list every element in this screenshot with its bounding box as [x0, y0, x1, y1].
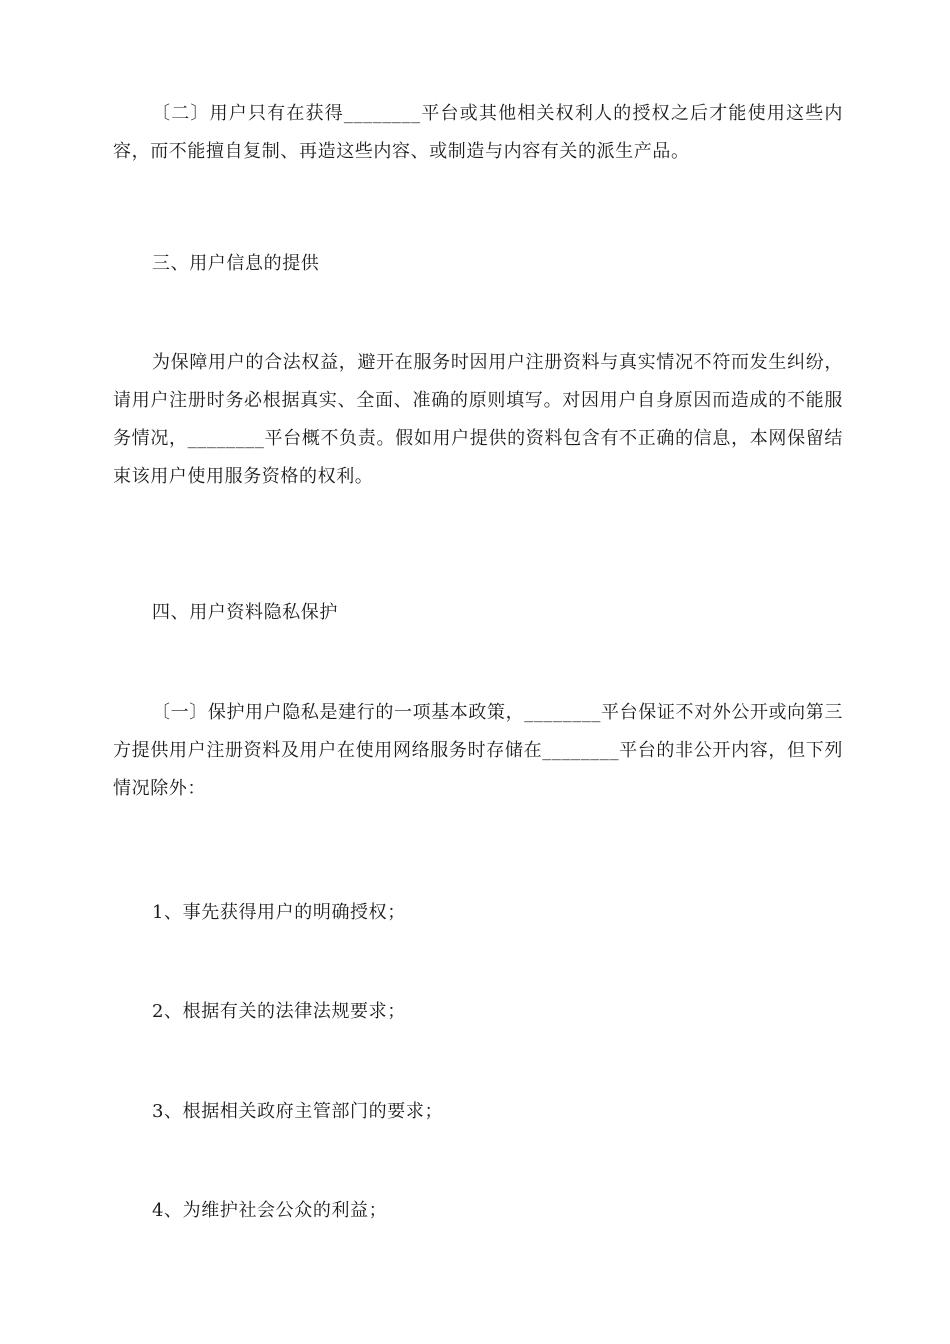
- list-item-3: 3、根据相关政府主管部门的要求；: [152, 1101, 444, 1122]
- paragraph-section-2-item-2: 〔二〕用户只有在获得________平台或其他相关权利人的授权之后才能使用这些内容，而不能擅自复制、再造这些内容、或制造与内容有关的派生产品。: [113, 103, 843, 162]
- list-item-1: 1、事先获得用户的明确授权；: [152, 902, 406, 923]
- section-heading-4: 四、用户资料隐私保护: [152, 602, 338, 623]
- section-heading-3: 三、用户信息的提供: [152, 253, 320, 274]
- paragraph-section-3: 为保障用户的合法权益，避开在服务时因用户注册资料与真实情况不符而发生纠纷，请用户注册时务必根据真实、全面、准确的原则填写。对因用户自身原因而造成的不能服务情况，________平台概不负责。假如用户提供的资料包含有不正确的信息，本网保留结束该用户使用服务资格的权利。: [113, 352, 843, 487]
- list-item-4: 4、为维护社会公众的利益；: [152, 1200, 388, 1221]
- list-item-2: 2、根据有关的法律法规要求；: [152, 1001, 406, 1022]
- paragraph-section-4-item-1: 〔一〕保护用户隐私是建行的一项基本政策，________平台保证不对外公开或向第三方提供用户注册资料及用户在使用网络服务时存储在________平台的非公开内容，但下列情况除外：: [113, 702, 843, 799]
